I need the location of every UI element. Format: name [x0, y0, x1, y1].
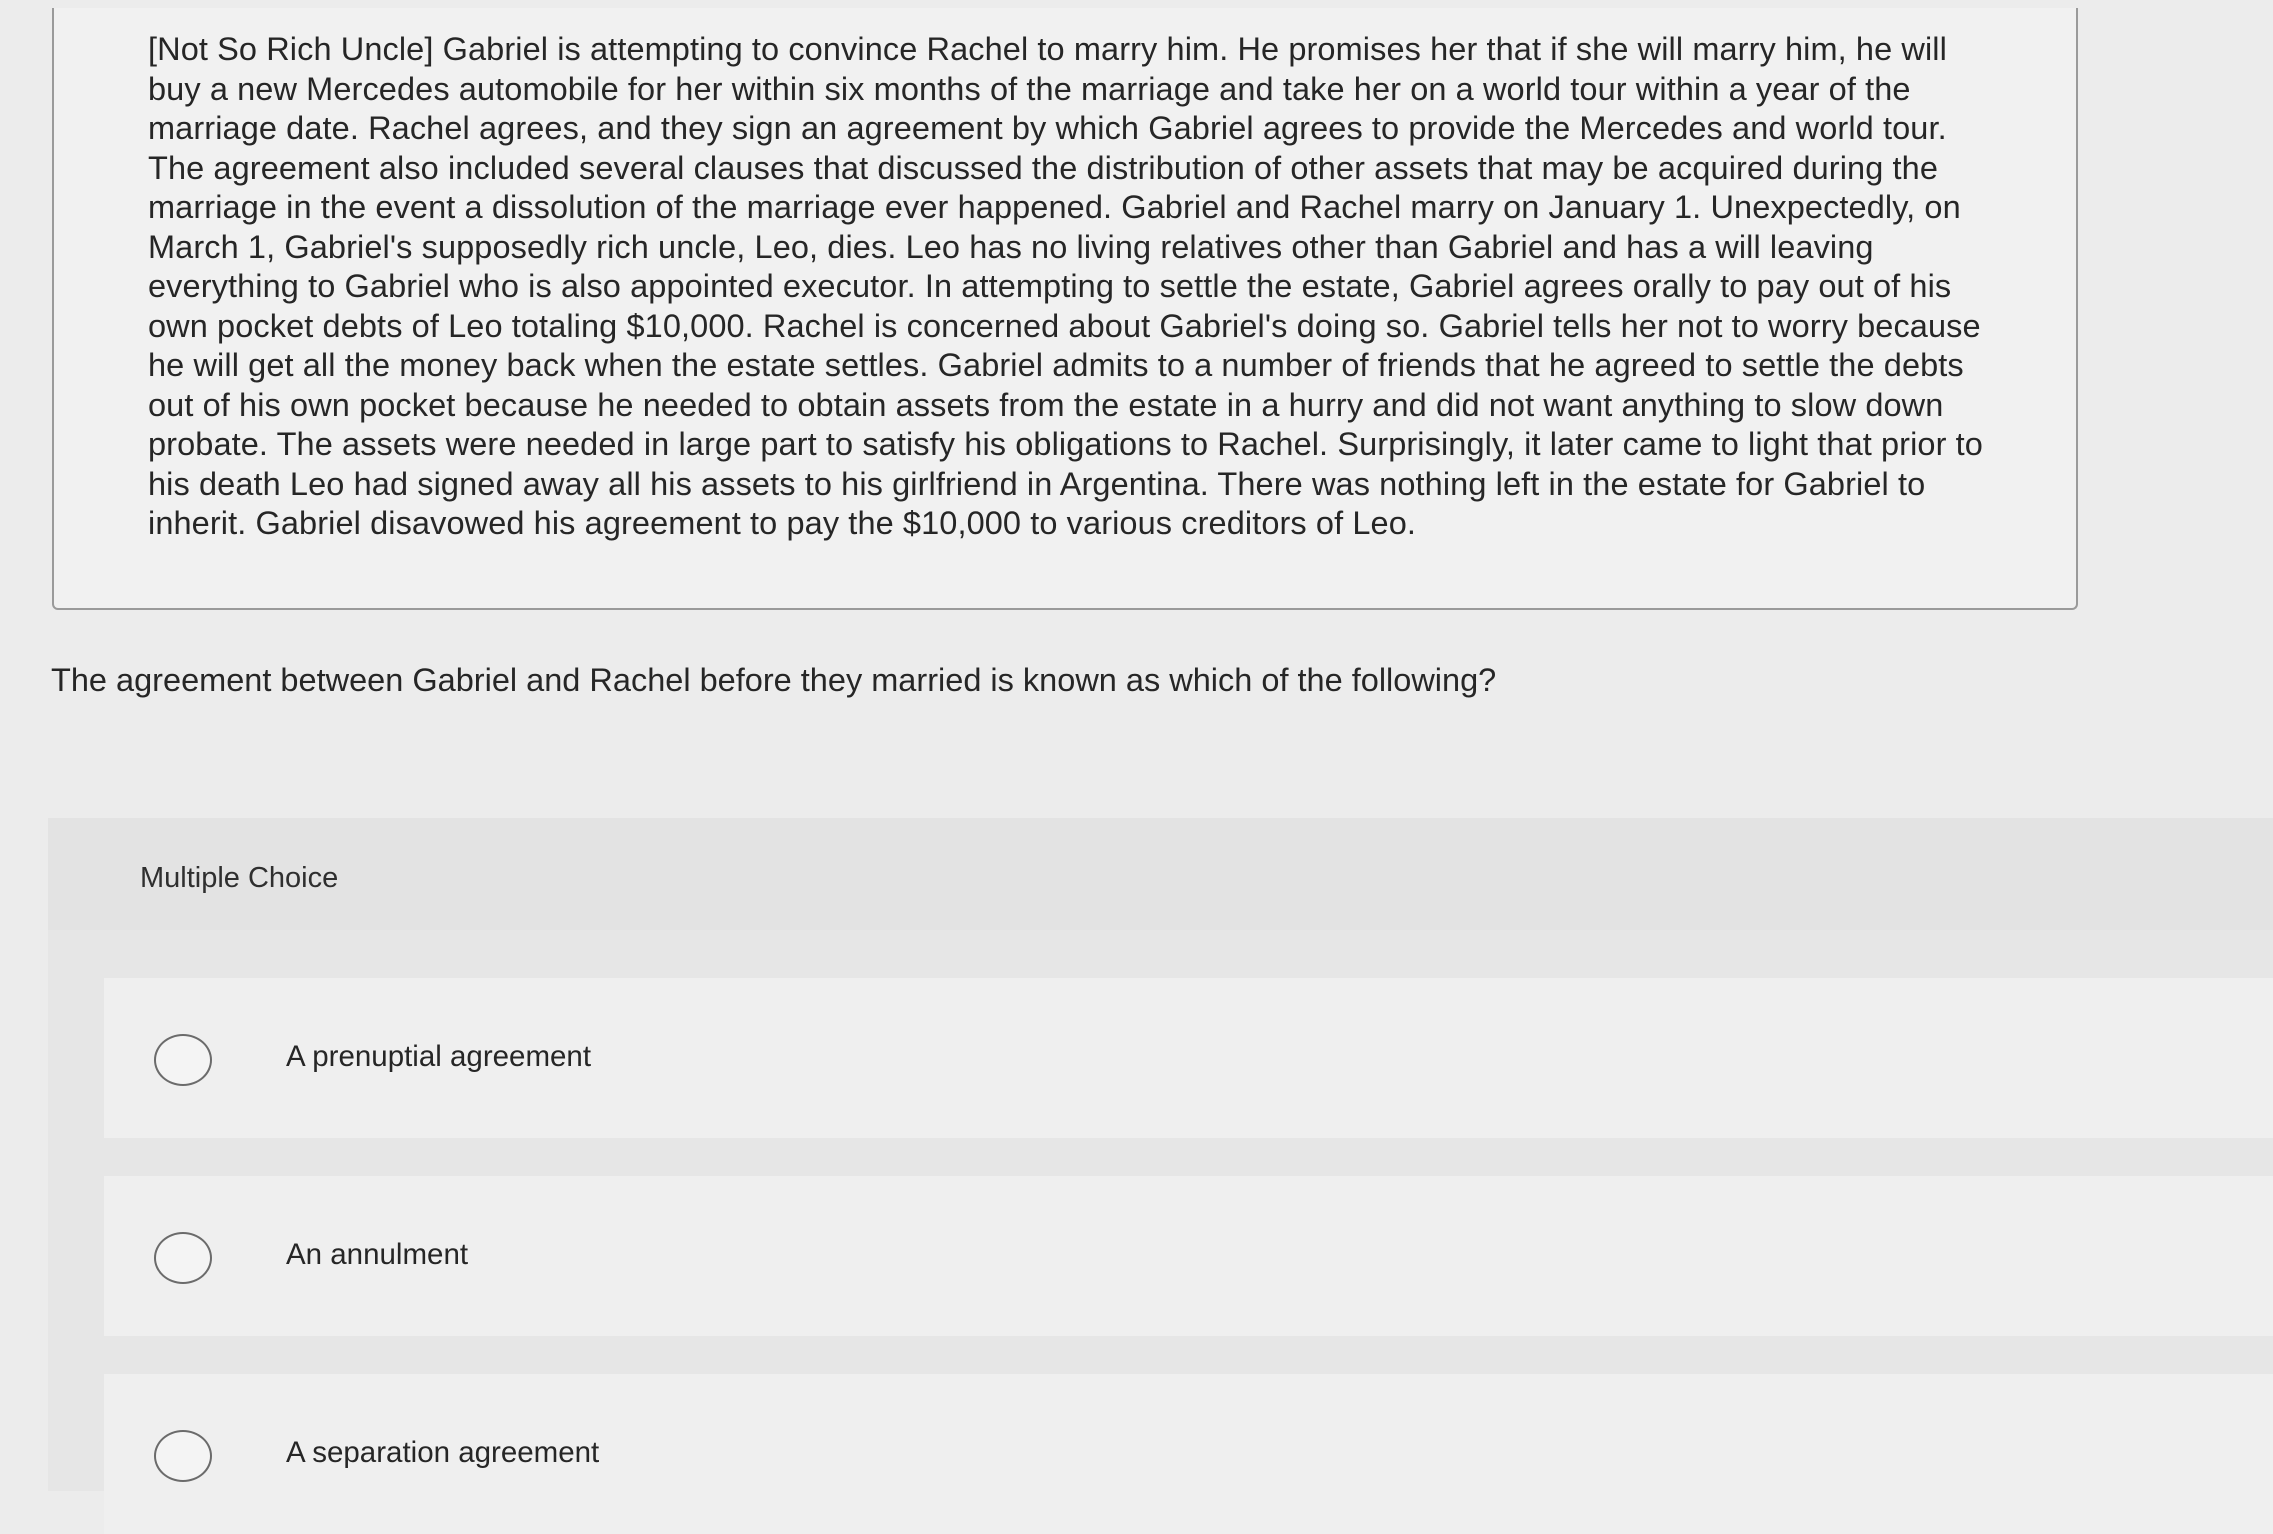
answer-option-3[interactable]	[104, 1374, 2273, 1534]
question-prompt: The agreement between Gabriel and Rachel before they married is known as which of the following?	[51, 662, 1497, 698]
answer-option-label: An annulment	[286, 1238, 469, 1271]
multiple-choice-panel	[48, 818, 2273, 1491]
passage-text: [Not So Rich Uncle] Gabriel is attempting to convince Rachel to marry him. He promises her that if she will marry him, he will buy a new Mercedes automobile for her within six months of the marriage and take her on a world tour within a year of the marriage date. Rachel agrees, and they sign an agreement by which Gabriel agrees to provide the Mercedes and world tour. The agreement also included several clauses that discussed the distribution of other assets that may be acquired during the marriage in the event a dissolution of the marriage ever happened. Gabriel and Rachel marry on January 1. Unexpectedly, on March 1, Gabriel's supposedly rich uncle, Leo, dies. Leo has no living relatives other than Gabriel and has a will leaving everything to Gabriel who is also appointed executor. In attempting to settle the estate, Gabriel agrees orally to pay out of his own pocket debts of Leo totaling $10,000. Rachel is concerned about Gabriel's doing so. Gabriel tells her not to worry because he will get all the money back when the estate settles. Gabriel admits to a number of friends that he agreed to settle the debts out of his own pocket because he needed to obtain assets from the estate in a hurry and did not want anything to slow down probate. The assets were needed in large part to satisfy his obligations to Rachel. Surprisingly, it later came to light that prior to his death Leo had signed away all his assets to his girlfriend in Argentina. There was nothing left in the estate for Gabriel to inherit. Gabriel disavowed his agreement to pay the $10,000 to various creditors of Leo.	[148, 31, 1983, 541]
answer-options	[104, 978, 2273, 1534]
radio-button-icon[interactable]	[154, 1430, 212, 1482]
radio-button-icon[interactable]	[154, 1232, 212, 1284]
multiple-choice-header	[48, 818, 2273, 930]
answer-option-label: A prenuptial agreement	[286, 1040, 592, 1073]
radio-button-icon[interactable]	[154, 1034, 212, 1086]
answer-option-2[interactable]	[104, 1176, 2273, 1336]
answer-option-1[interactable]	[104, 978, 2273, 1138]
passage-box	[52, 8, 2078, 610]
answer-option-label: A separation agreement	[286, 1436, 600, 1469]
multiple-choice-label: Multiple Choice	[140, 862, 339, 894]
